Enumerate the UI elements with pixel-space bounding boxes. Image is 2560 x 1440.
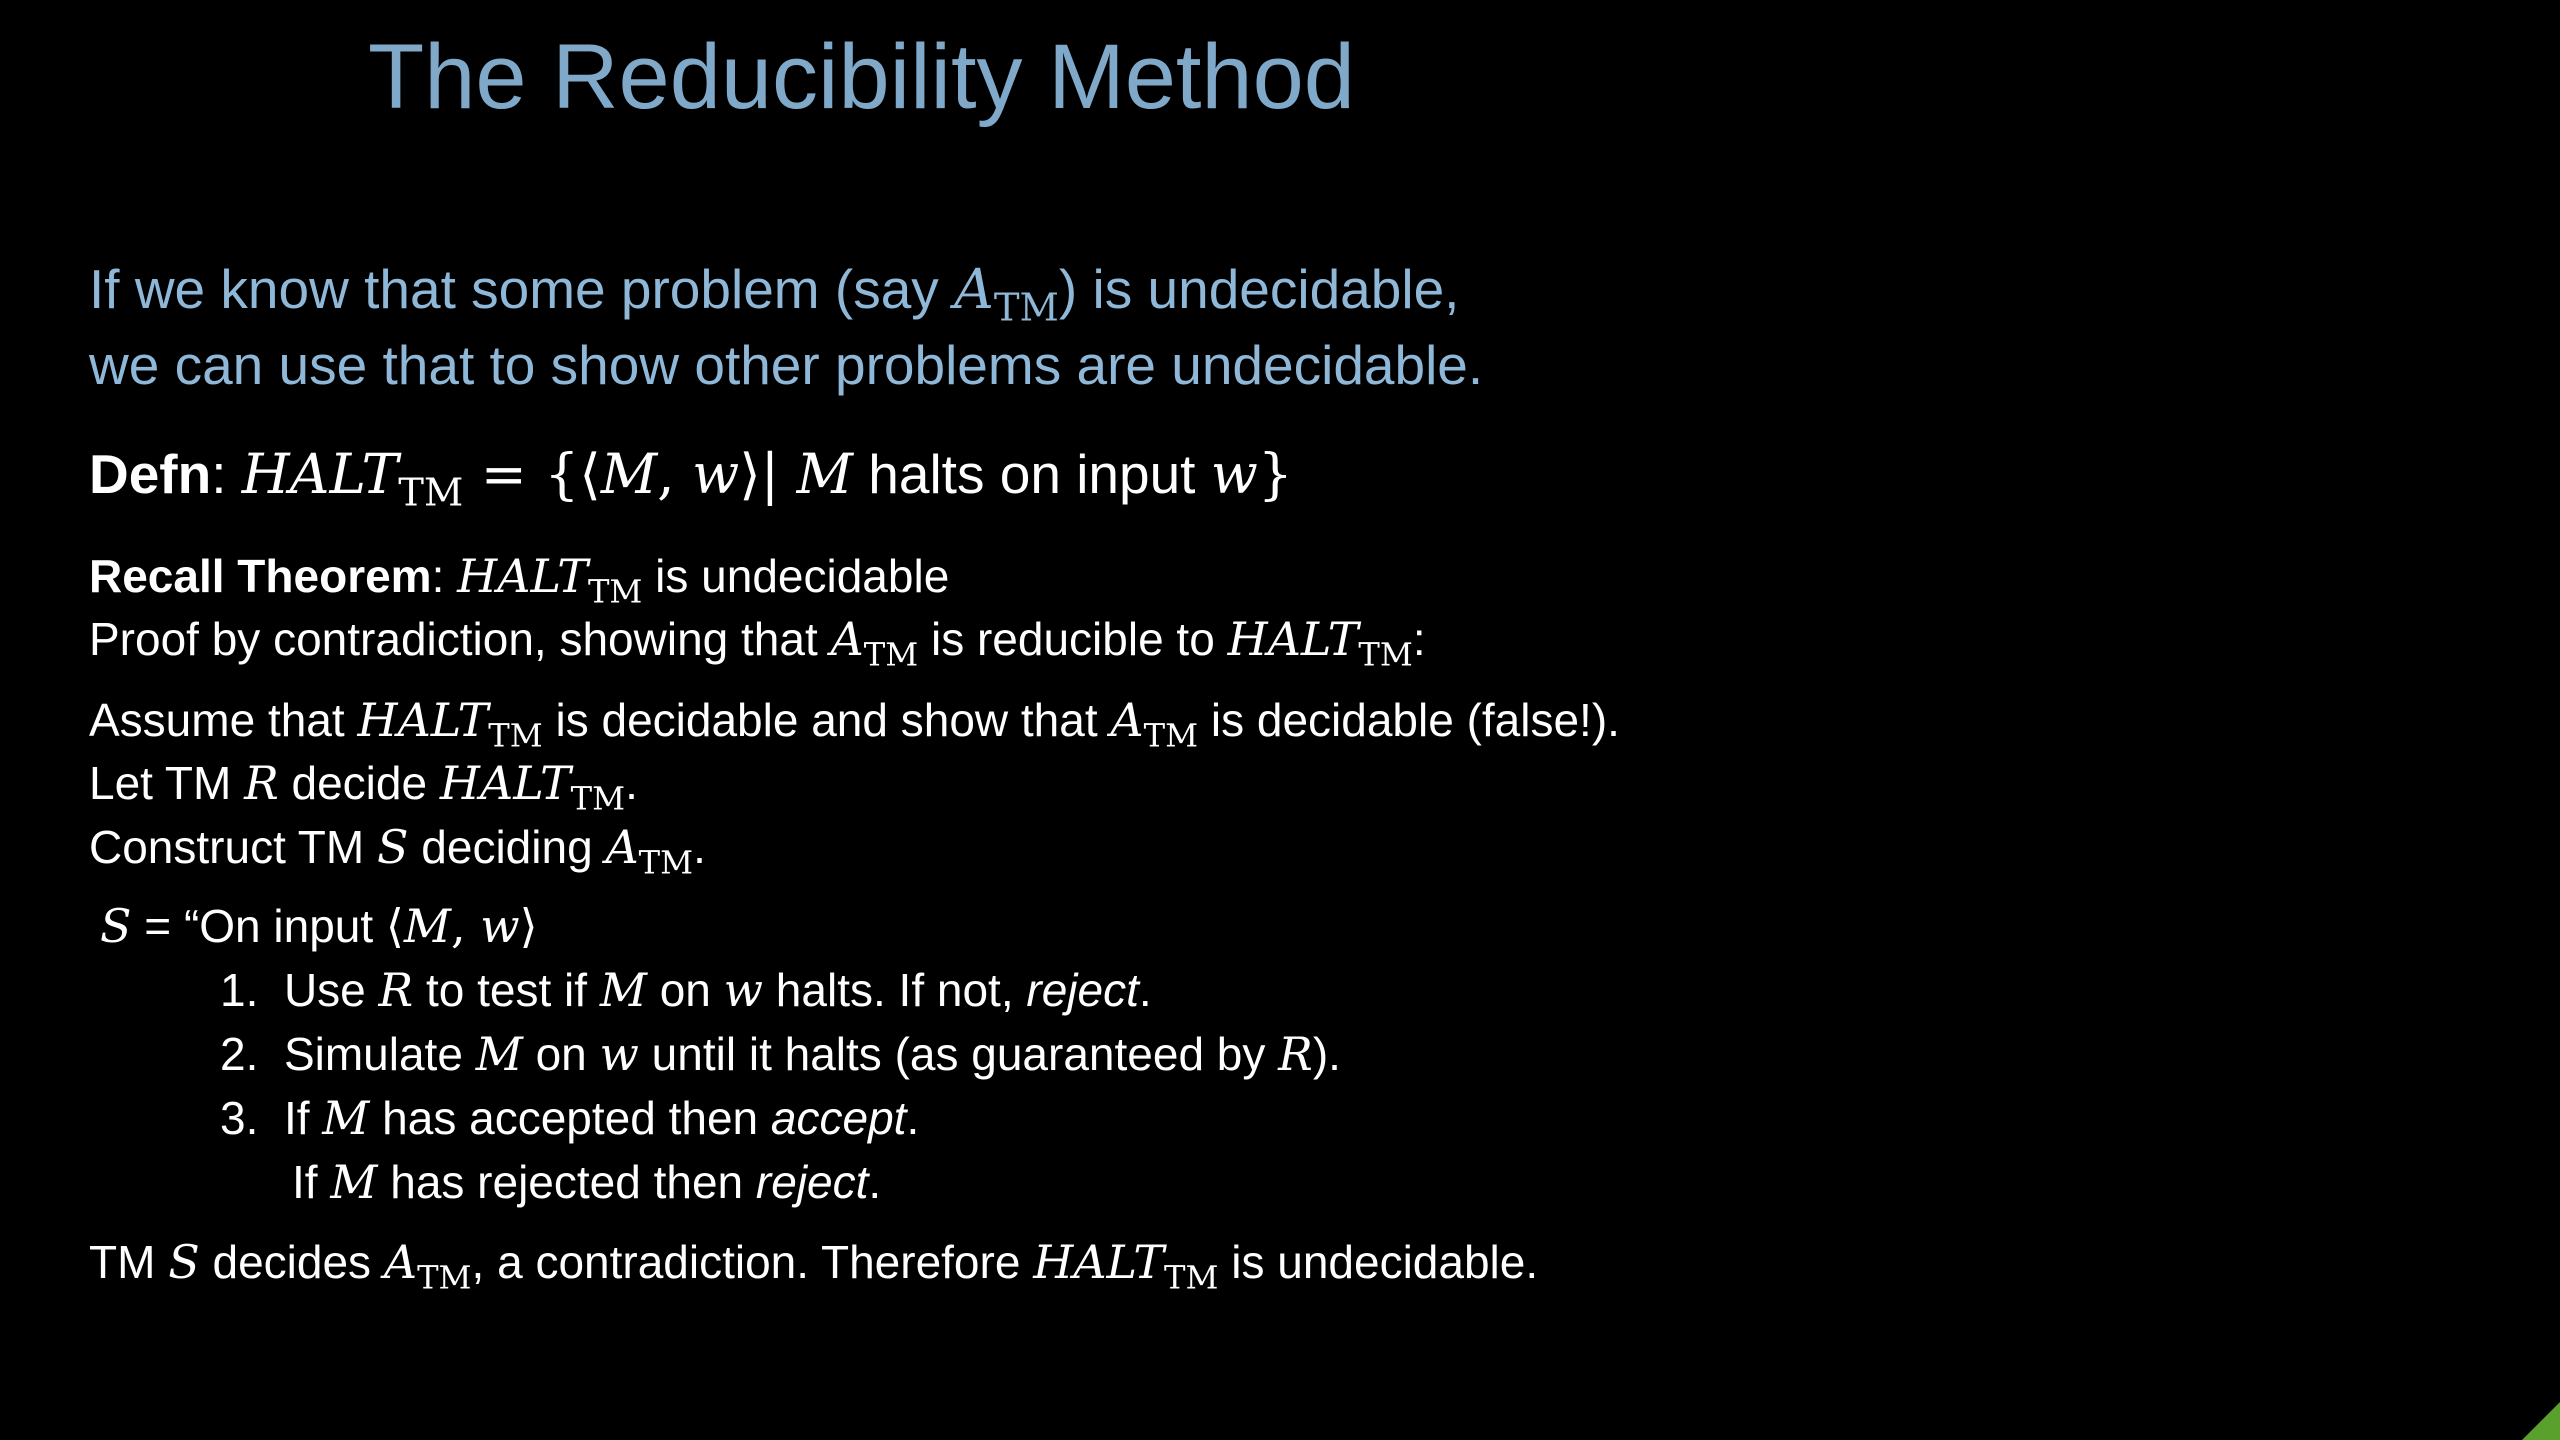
step-2: 2. Simulate M on w until it halts (as guaranteed by R).: [220, 1027, 1341, 1081]
recall-theorem-line: Recall Theorem: $HALT_{TM}$ is undecidable: [89, 549, 950, 611]
conclusion-line: TM S decides $A_{TM}$, a contradiction. Therefore $HALT_{TM}$ is undecidable.: [89, 1235, 1539, 1297]
intro-line-2: we can use that to show other problems are undecidable.: [89, 334, 1484, 396]
step-number: 1.: [220, 964, 259, 1016]
recall-label: Recall Theorem: [89, 550, 432, 602]
step-3-continued: If M has rejected then reject.: [292, 1155, 882, 1209]
intro-line-1: If we know that some problem (say $A_{TM}$) is undecidable,: [89, 257, 1460, 331]
step-number: 3.: [220, 1092, 259, 1144]
let-line: Let TM R decide $HALT_{TM}$.: [89, 756, 638, 818]
step-number: 2.: [220, 1028, 259, 1080]
step-1: 1. Use R to test if M on w halts. If not, reject.: [220, 963, 1152, 1017]
assume-line: Assume that $HALT_{TM}$ is decidable and show that $A_{TM}$ is decidable (false!).: [89, 693, 1620, 755]
corner-accent-triangle: [2522, 1402, 2560, 1440]
step-3: 3. If M has accepted then accept.: [220, 1091, 920, 1145]
construct-line: Construct TM S deciding $A_{TM}$.: [89, 820, 706, 882]
definition-line: Defn: $HALT_{TM}$ = {⟨M, w⟩| M halts on input w}: [89, 442, 1293, 516]
proof-line: Proof by contradiction, showing that $A_{TM}$ is reducible to $HALT_{TM}$:: [89, 612, 1426, 674]
defn-label: Defn: [89, 443, 212, 505]
slide-title: The Reducibility Method: [368, 26, 1355, 128]
s-definition-line: S = “On input ⟨M, w⟩: [100, 899, 538, 953]
